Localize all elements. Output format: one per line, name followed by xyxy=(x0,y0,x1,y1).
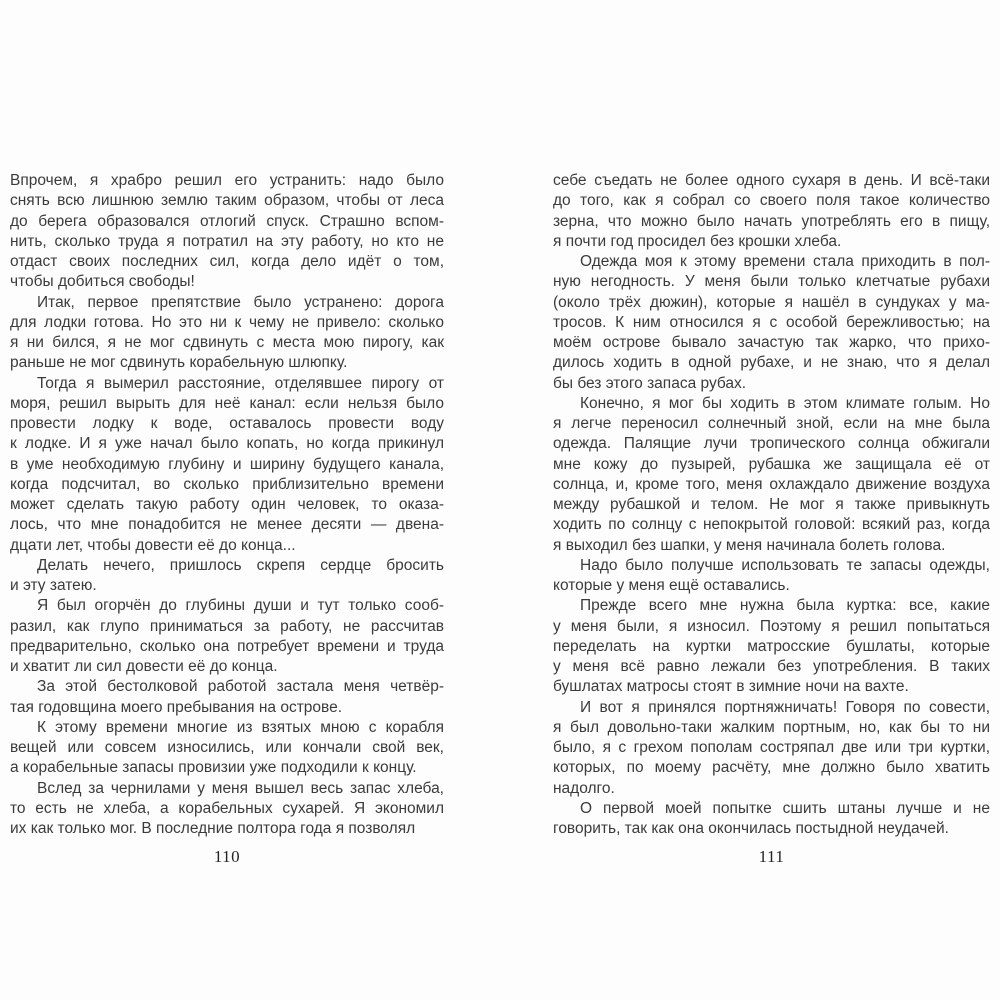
page-left xyxy=(10,171,444,866)
paragraph xyxy=(10,293,444,374)
text-line: И вот я принялся портняжничать! Говоря по совести, xyxy=(580,698,990,716)
text-line: себе съедать не более одного сухаря в день. И всё-таки xyxy=(553,172,990,189)
text-line: чтобы добиться свободы! xyxy=(10,273,195,291)
text-line: Надо было получше использовать те запасы одежды, xyxy=(580,556,990,574)
page-right xyxy=(553,171,990,866)
text-line: За этой бестолковой работой застала меня четвёр- xyxy=(37,678,444,696)
text-line: может сделать такую работу один человек, то оказа- xyxy=(10,496,444,513)
text-line: которые у меня ещё оставались. xyxy=(553,577,790,594)
text-line: вещей или совсем износились, или кончали свой век, xyxy=(10,739,444,756)
text-line: их как только мог. В последние полтора года я позволял xyxy=(10,820,416,837)
text-line: нить, сколько труда я потратил на эту работу, но кто не xyxy=(10,232,444,250)
text-line: было, я с грехом пополам состряпал две или три куртки, xyxy=(553,739,990,756)
text-line: которых, по моему расчёту, мне должно было хватить xyxy=(553,759,990,777)
text-line: Впрочем, я храбро решил его устранить: надо было xyxy=(10,172,444,189)
paragraph xyxy=(10,596,444,677)
paragraph xyxy=(553,394,990,556)
paragraph xyxy=(553,252,990,394)
page-left-text xyxy=(10,171,444,839)
text-line: для лодки готова. Но это ни к чему не привело: сколько xyxy=(10,313,444,331)
page-right-text xyxy=(553,171,990,839)
text-line: переделать на куртки матросские бушлаты, которые xyxy=(553,637,990,655)
text-line: ную негодность. У меня были только клетчатые рубахи xyxy=(553,273,990,291)
text-line: снять всю лишнюю землю таким образом, чтобы от леса xyxy=(10,192,444,210)
paragraph xyxy=(553,698,990,799)
paragraph xyxy=(553,799,990,840)
text-line: Я был огорчён до глубины души и тут только сооб- xyxy=(37,597,444,615)
paragraph xyxy=(10,677,444,718)
text-line: в уме необходимую глубину и ширину будущего канала, xyxy=(10,455,444,473)
page-number-left: 110 xyxy=(213,847,241,866)
text-line: у меня были, я износил. Поэтому я решил попытаться xyxy=(553,617,990,635)
text-line: Вслед за чернилами у меня вышел весь запас хлеба, xyxy=(37,779,444,797)
text-line: бушлатах матросы стоят в зимние ночи на вахте. xyxy=(553,678,909,696)
text-line: когда подсчитал, во сколько приблизительно времени xyxy=(10,475,444,493)
paragraph xyxy=(10,779,444,840)
text-line: я легче переносил солнечный зной, если на мне была xyxy=(553,415,990,432)
text-line: моря, решил вырыть для неё канал: если нельзя было xyxy=(10,394,444,412)
text-line: моём острове бывало зачастую так жарко, что прихо- xyxy=(553,334,990,351)
text-line: к лодке. И я уже начал было копать, но когда прикинул xyxy=(10,435,444,453)
text-line: разил, как глупо приниматься за работу, не рассчитав xyxy=(10,617,444,635)
text-line: раньше не мог сдвинуть корабельную шлюпку. xyxy=(10,354,348,372)
text-line: я ни бился, я не мог сдвинуть с места мою пирогу, как xyxy=(10,334,444,351)
paragraph xyxy=(10,374,444,556)
text-line: Одежда моя к этому времени стала приходить в пол- xyxy=(580,253,990,270)
text-line: Конечно, я мог бы ходить в этом климате голым. Но xyxy=(580,394,990,412)
text-line: я почти год просидел без крошки хлеба. xyxy=(553,232,842,250)
text-line: я выходил без шапки, у меня начинала болеть голова. xyxy=(553,536,946,554)
paragraph xyxy=(553,171,990,252)
text-line: одежда. Палящие лучи тропического солнца обжигали xyxy=(553,435,990,453)
text-line: дцати лет, чтобы довести её до конца... xyxy=(10,536,296,554)
text-line: солнца, и, кроме того, меня охлаждало движение воздуха xyxy=(553,475,990,493)
text-line: до берега образовался отлогий спуск. Страшно вспом- xyxy=(10,212,444,230)
text-line: между рубашкой и телом. Не мог я также привыкнуть xyxy=(553,496,990,513)
text-line: надолго. xyxy=(553,779,615,797)
text-line: и хватит ли сил довести её до конца. xyxy=(10,658,278,675)
text-line: зерна, что можно было начать употреблять его в пищу, xyxy=(553,212,990,230)
text-line: отдаст своих последних сил, когда дело идёт о том, xyxy=(10,253,444,270)
text-line: то есть не хлеба, а корабельных сухарей. Я экономил xyxy=(10,799,444,817)
text-line: лось, что мне понадобится не менее десяти — двена- xyxy=(10,516,444,534)
text-line: предварительно, сколько она потребует времени и труда xyxy=(10,637,444,655)
text-line: (около трёх дюжин), которые я нашёл в сундуках у ма- xyxy=(553,293,990,311)
text-line: мне кожу до пузырей, рубашка же защищала её от xyxy=(553,455,990,473)
paragraph xyxy=(10,718,444,779)
text-line: а корабельные запасы провизии уже подходили к концу. xyxy=(10,759,417,777)
text-line: и эту затею. xyxy=(10,577,97,594)
text-line: до того, как я собрал со своего поля такое количество xyxy=(553,192,990,210)
text-line: Прежде всего мне нужна была куртка: все, какие xyxy=(580,597,990,615)
text-line: тросов. К ним относился я с особой бережливостью; на xyxy=(553,313,990,331)
paragraph xyxy=(10,171,444,293)
text-line: ходить по солнцу с непокрытой головой: всякий раз, когда xyxy=(553,516,990,534)
page-number-right: 111 xyxy=(758,847,785,866)
text-line: бы без этого запаса рубах. xyxy=(553,374,747,392)
text-line: Делать нечего, пришлось скрепя сердце бросить xyxy=(37,556,444,574)
text-line: Итак, первое препятствие было устранено: дорога xyxy=(37,293,444,311)
text-line: у меня всё равно лежали без употребления. В таких xyxy=(553,658,990,675)
text-line: К этому времени многие из взятых мною с корабля xyxy=(37,718,444,736)
text-line: дилось ходить в одной рубахе, и не знаю, что я делал xyxy=(553,354,990,372)
text-line: говорить, так как она окончилась постыдной неудачей. xyxy=(553,820,949,837)
paragraph xyxy=(10,556,444,597)
text-line: О первой моей попытке сшить штаны лучше и не xyxy=(580,799,990,817)
text-line: тая годовщина моего пребывания на острове. xyxy=(10,698,343,716)
text-line: Тогда я вымерил расстояние, отделявшее пирогу от xyxy=(37,374,444,392)
paragraph xyxy=(553,556,990,597)
text-line: провести лодку к воде, оставалось провести воду xyxy=(10,415,444,432)
paragraph xyxy=(553,596,990,697)
text-line: я был довольно-таки жалким портным, но, как бы то ни xyxy=(553,718,990,736)
